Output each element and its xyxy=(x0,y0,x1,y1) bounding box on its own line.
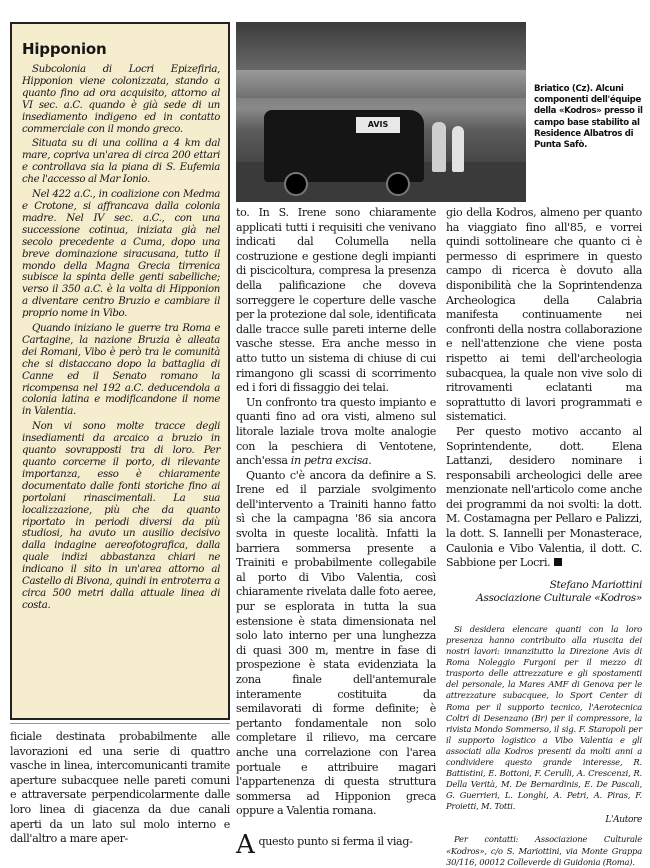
sidebar-paragraph: Non vi sono molte tracce degli insediamenti da arcaico a bruzio in quanto sovrapposti tra di loro. Per quanto corcerne il porto, di rilevante importanza, esso è chiaramente documentato dalle fonti storiche fino ai portolani rinascimentali. La sua localizzazione, più che da quanto riportato in periodi diversi da più studiosi, ha avuto un ausilio decisivo dalla indagine aereofotografica, dalla quale indizi abbastanza chiari ne indicano il sito in un'area attorno al Castello di Bivona, quindi in entroterra a circa 500 metri dalla attuale linea di costa. xyxy=(22,421,220,611)
photo-van-wheel xyxy=(284,172,308,196)
sidebar-paragraph: Nel 422 a.C., in coalizione con Medma e Crotone, si affrancava dalla colonia madre. Nel IV sec. a.C., con una successione cotinua, iniziata già nel secolo precedente a Cuma, dopo una breve dominazione siracusana, tutto il mondo della Magna Grecia tirrenica subisce la spinta delle genti sabelliche; verso il 350 a.C. è la volta di Hipponion a diventare centro Bruzio e cambiare il proprio nome in Vibo. xyxy=(22,189,220,320)
right-column xyxy=(446,206,642,868)
right-paragraph: gio della Kodros, almeno per quanto ha viaggiato fino all'85, e vorrei quindi sottolineare che quanto ci è permesso di esprimere in questo campo di ricerca è dovuto alla disponibilità che la Soprintendenza Archeologica della Calabria manifesta continuamente nei confronti della nostra collaborazione e nell'attenzione che viene posta rispetto ai temi dell'archeologia subacquea, la quale non vive solo di ritrovamenti eclatanti ma soprattutto di lavori programmati e sistematici. xyxy=(446,206,642,424)
left-column-text xyxy=(10,730,230,847)
middle-column xyxy=(236,206,436,860)
signature-org: Associazione Culturale «Kodros» xyxy=(476,592,642,605)
sidebar-paragraph: Situata su di una collina a 4 km dal mare, copriva un'area di circa 200 ettari e controllava sia la piana di S. Eufemia che l'accesso al Mar Ionio. xyxy=(22,138,220,186)
middle-paragraph: Quanto c'è ancora da definire a S. Irene ed il parziale svolgimento dell'intervento a Trainiti hanno fatto sì che la campagna '86 sia ancora svolta in queste località. Infatti la barriera sommersa presente a Trainiti e probabilmente collegabile al porto di Vibo Valentia, così chiaramente rivelata dalle foto aeree, pur se esplorata in tutta la sua estensione è stata dimensionata nel solo lato interno per una lunghezza di quasi 300 m, mentre in fase di prospezione è stata evidenziata la zona finale dell'antemurale interamente costituita da semilavorati di forme definite; è pertanto fondamentale non solo completare il rilievo, ma cercare anche una correlazione con l'area portuale e attribuire magari l'appartenenza di questa struttura sommersa ad Hipponion greca oppure a Valentia romana. xyxy=(236,468,436,818)
photo-van-wheel xyxy=(386,172,410,196)
expedition-photo xyxy=(236,22,526,202)
end-mark-icon xyxy=(554,558,562,566)
acknowledgements-signature: L'Autore xyxy=(605,815,642,826)
signature-name: Stefano Mariottini xyxy=(549,578,642,591)
middle-paragraph: to. In S. Irene sono chiaramente applicati tutti i requisiti che venivano indicati dal Columella nella costruzione e gestione degli impianti di piscicoltura, compresa la presenza della palificazione che doveva sorreggere le coperture delle vasche per la protezione dal sole, identificata dalle tracce sulle pareti interne delle vasche stesse. Era anche messo in atto tutto un sistema di chiuse di cui rimangono gli scassi di scorrimento ed i fori di fissaggio dei telai. xyxy=(236,206,436,395)
contacts: Per contatti: Associazione Culturale «Kodros», c/o S. Mariottini, via Monte Grappa 30/116, 00012 Colleverde di Guidonia (Roma). xyxy=(446,834,642,867)
photo-sea xyxy=(236,70,526,98)
drop-cap: A xyxy=(236,829,255,860)
left-column-paragraph: ficiale destinata probabilmente alle lavorazioni ed una serie di quattro vasche in linea, intercomunicanti tramite aperture subacquee nelle pareti comuni e attraversate perpendicolarmente dalle loro linea di giacenza da due canali aperti da un lato sul molo interno e dall'altro a mare aper- xyxy=(10,730,230,846)
sidebar-divider xyxy=(10,723,230,724)
hipponion-sidebar xyxy=(10,22,230,720)
acknowledgements: Si desidera elencare quanti con la loro presenza hanno contribuito alla riuscita dei nostri lavori: innanzitutto la Direzione Avis di Roma Noleggio Furgoni per il mezzo di trasporto delle attrezzature e gli spostamenti del personale, la Mares AMF di Genova per le attrezzature subacquee, lo Sport Center di Roma per il supporto tecnico, l'Aerotecnica Coltri di Desenzano (Br) per il compressore, la rivista Mondo Sommerso, il sig. F. Staropoli per il supporto logistico a Vibo Valentia e gli associati alla Kodros presenti da molti anni a condividere questo grande interesse, R. Battistini, E. Bottoni, F. Cerulli, A. Crescenzi, R. Della Verità, M. De Bernardinis, E. De Pascali, G. Guerrieri, L. Longhi, A. Petri, A. Piras, F. Proietti, M. Totti. xyxy=(446,623,642,812)
sidebar-paragraph: Quando iniziano le guerre tra Roma e Cartagine, la nazione Bruzia è alleata dei Romani, Vibo è però tra le comunità che si distaccano dopo la battaglia di Canne ed il Senato romano la ricompensa nel 192 a.C. deducendola a colonia latina e modificandone il nome in Valentia. xyxy=(22,323,220,418)
sidebar-title: Hipponion xyxy=(22,40,107,58)
photo-caption: Briatico (Cz). Alcuni componenti dell'équipe della «Kodros» presso il campo base stabilito al Residence Albatros di Punta Safò. xyxy=(534,84,643,151)
sidebar-paragraph: Subcolonia di Locri Epizefiria, Hipponion viene colonizzata, stando a quanto fino ad ora acquisito, attorno al VI sec. a.C. quando è già sede di un insediamento indigeno ed in contatto commerciale con il mondo greco. xyxy=(22,64,220,135)
photo-person xyxy=(452,126,464,172)
photo-person xyxy=(432,122,446,172)
signature xyxy=(446,579,642,606)
right-paragraph: Per questo motivo accanto al Soprintendente, dott. Elena Lattanzi, desidero nominare i responsabili archeologici delle aree menzionate nell'articolo come anche dei programmi da noi svolti: la dott. M. Costamagna per Pellaro e Palizzi, la dott. S. Iannelli per Monasterace, Caulonia e Vibo Valentia, il dott. C. Sabbione per Locri. xyxy=(446,424,642,570)
van-logo: AVIS xyxy=(356,117,400,133)
middle-paragraph-dropcap: A questo punto si ferma il viag- xyxy=(236,829,413,860)
middle-paragraph: Un confronto tra questo impianto e quanti fino ad ora visti, almeno sul litorale laziale trova molte analogie con la peschiera di Ventotene, anch'essa in petra excisa. xyxy=(236,395,436,468)
